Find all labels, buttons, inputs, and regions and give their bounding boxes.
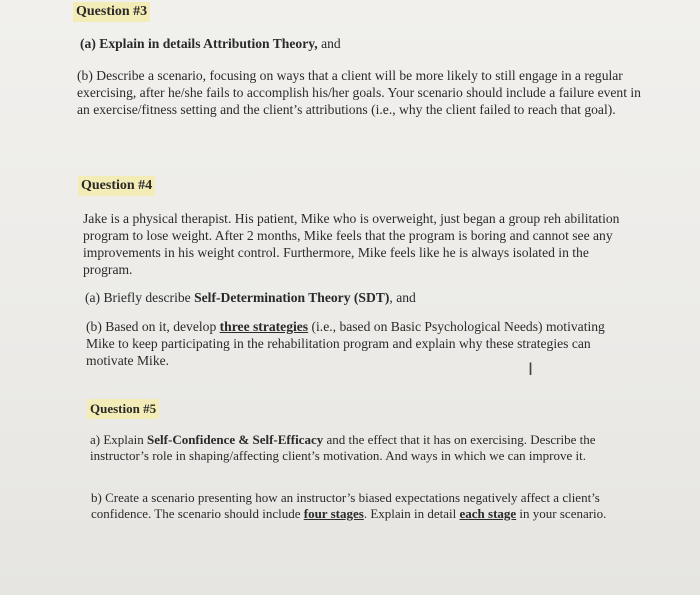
question-3-heading: Question #3: [73, 2, 150, 22]
q5-b-middle: . Explain in detail: [363, 506, 460, 521]
q4-b-suffix: (i.e., based on Basic Psychological Needs) motivating Mike to keep participating in the rehabilitation program and explain why these strategies can motivate Mike.: [86, 319, 605, 368]
question-5-heading: Question #5: [87, 399, 159, 419]
q4-intro-text: Jake is a physical therapist. His patient, Mike who is overweight, just began a group reh abilitation program to lose weight. After 2 months, Mike feels that the program is boring and cannot see any improvements in his weight control. Furthermore, Mike feels like he is always isolated in the program.: [83, 211, 620, 277]
q4-b-prefix: (b) Based on it, develop: [86, 319, 220, 334]
question-3-part-a: [80, 35, 660, 52]
q5-a-bold: Self-Confidence & Self-Efficacy: [147, 432, 324, 447]
q4-b-underline: three strategies: [219, 319, 309, 334]
q4-a-bold: Self-Determination Theory (SDT): [194, 290, 390, 305]
question-3-part-b: [77, 67, 642, 118]
question-4-intro: [83, 210, 638, 278]
q5-b-prefix: b) Create a scenario presenting how an instructor’s biased expectations negatively affect a client’s confidence. The scenario should include: [91, 490, 600, 521]
q5-b-underline-2: each stage: [459, 506, 517, 521]
q5-b-underline-1: four stages: [303, 506, 364, 521]
q5-a-prefix: a) Explain: [90, 432, 148, 447]
q3-a-bold: (a) Explain in details Attribution Theory,: [80, 36, 318, 51]
q4-a-suffix: , and: [389, 290, 416, 305]
q5-b-suffix: in your scenario.: [516, 506, 607, 521]
q4-a-prefix: (a) Briefly describe: [85, 290, 195, 305]
q5-a-suffix: and the effect that it has on exercising. Describe the instructor’s role in shaping/affecting client’s motivation. And ways in which we can improve it.: [90, 432, 596, 463]
question-5-part-a: [90, 432, 630, 464]
q3-b-text: (b) Describe a scenario, focusing on ways that a client will be more likely to still engage in a regular exercising, after he/she fails to accomplish his/her goals. Your scenario should include a failure event in an exercise/fitness setting and the client’s attributions (i.e., why the client failed to reach that goal).: [77, 68, 641, 117]
q3-a-suffix: and: [317, 36, 341, 51]
text-cursor-icon: I: [528, 360, 534, 380]
question-4-heading: Question #4: [78, 176, 155, 196]
question-4-part-a: [85, 289, 645, 306]
question-5-part-b: [91, 490, 616, 522]
